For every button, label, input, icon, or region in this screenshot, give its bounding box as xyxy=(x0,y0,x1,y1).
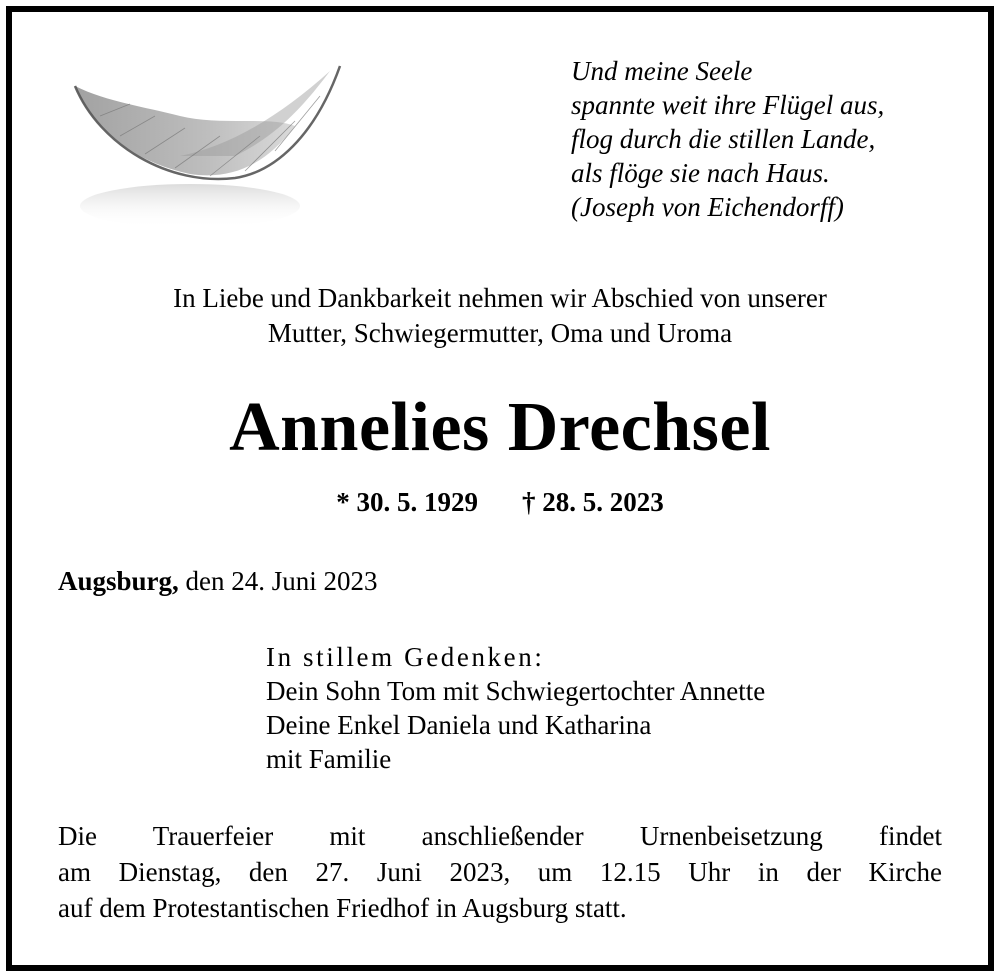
poem-line: als flöge sie nach Haus. xyxy=(571,158,830,188)
poem xyxy=(571,54,884,224)
poem-line: flog durch die stillen Lande, xyxy=(571,124,876,154)
service-line: Die Trauerfeier mit anschließender Urnenbeisetzung findet xyxy=(58,821,942,851)
service-line: auf dem Protestantischen Friedhof in Augsburg statt. xyxy=(58,893,627,923)
poem-line: Und meine Seele xyxy=(571,56,753,86)
mourners-heading: In stillem Gedenken: xyxy=(266,642,545,672)
intro-line: Mutter, Schwiegermutter, Oma und Uroma xyxy=(267,318,733,348)
service-announcement xyxy=(58,818,942,926)
mourner-line: Deine Enkel Daniela und Katharina xyxy=(266,710,652,740)
poem-attribution: (Joseph von Eichendorff) xyxy=(571,192,844,222)
life-dates xyxy=(0,486,1000,518)
birth-date: * 30. 5. 1929 xyxy=(336,487,478,517)
poem-line: spannte weit ihre Flügel aus, xyxy=(571,90,885,120)
date: den 24. Juni 2023 xyxy=(178,566,378,596)
mourner-line: Dein Sohn Tom mit Schwiegertochter Annette xyxy=(266,676,766,706)
place: Augsburg, xyxy=(58,566,179,596)
mourners xyxy=(266,640,765,776)
deceased-name: Annelies Drechsel xyxy=(229,389,771,466)
mourner-line: mit Familie xyxy=(266,744,392,774)
intro-line: In Liebe und Dankbarkeit nehmen wir Abschied von unserer xyxy=(173,283,827,313)
service-line: am Dienstag, den 27. Juni 2023, um 12.15 Uhr in der Kirche xyxy=(58,857,942,887)
intro-text xyxy=(0,281,1000,351)
place-and-date xyxy=(58,564,378,598)
feather-icon xyxy=(60,56,360,236)
death-date: † 28. 5. 2023 xyxy=(522,487,664,517)
